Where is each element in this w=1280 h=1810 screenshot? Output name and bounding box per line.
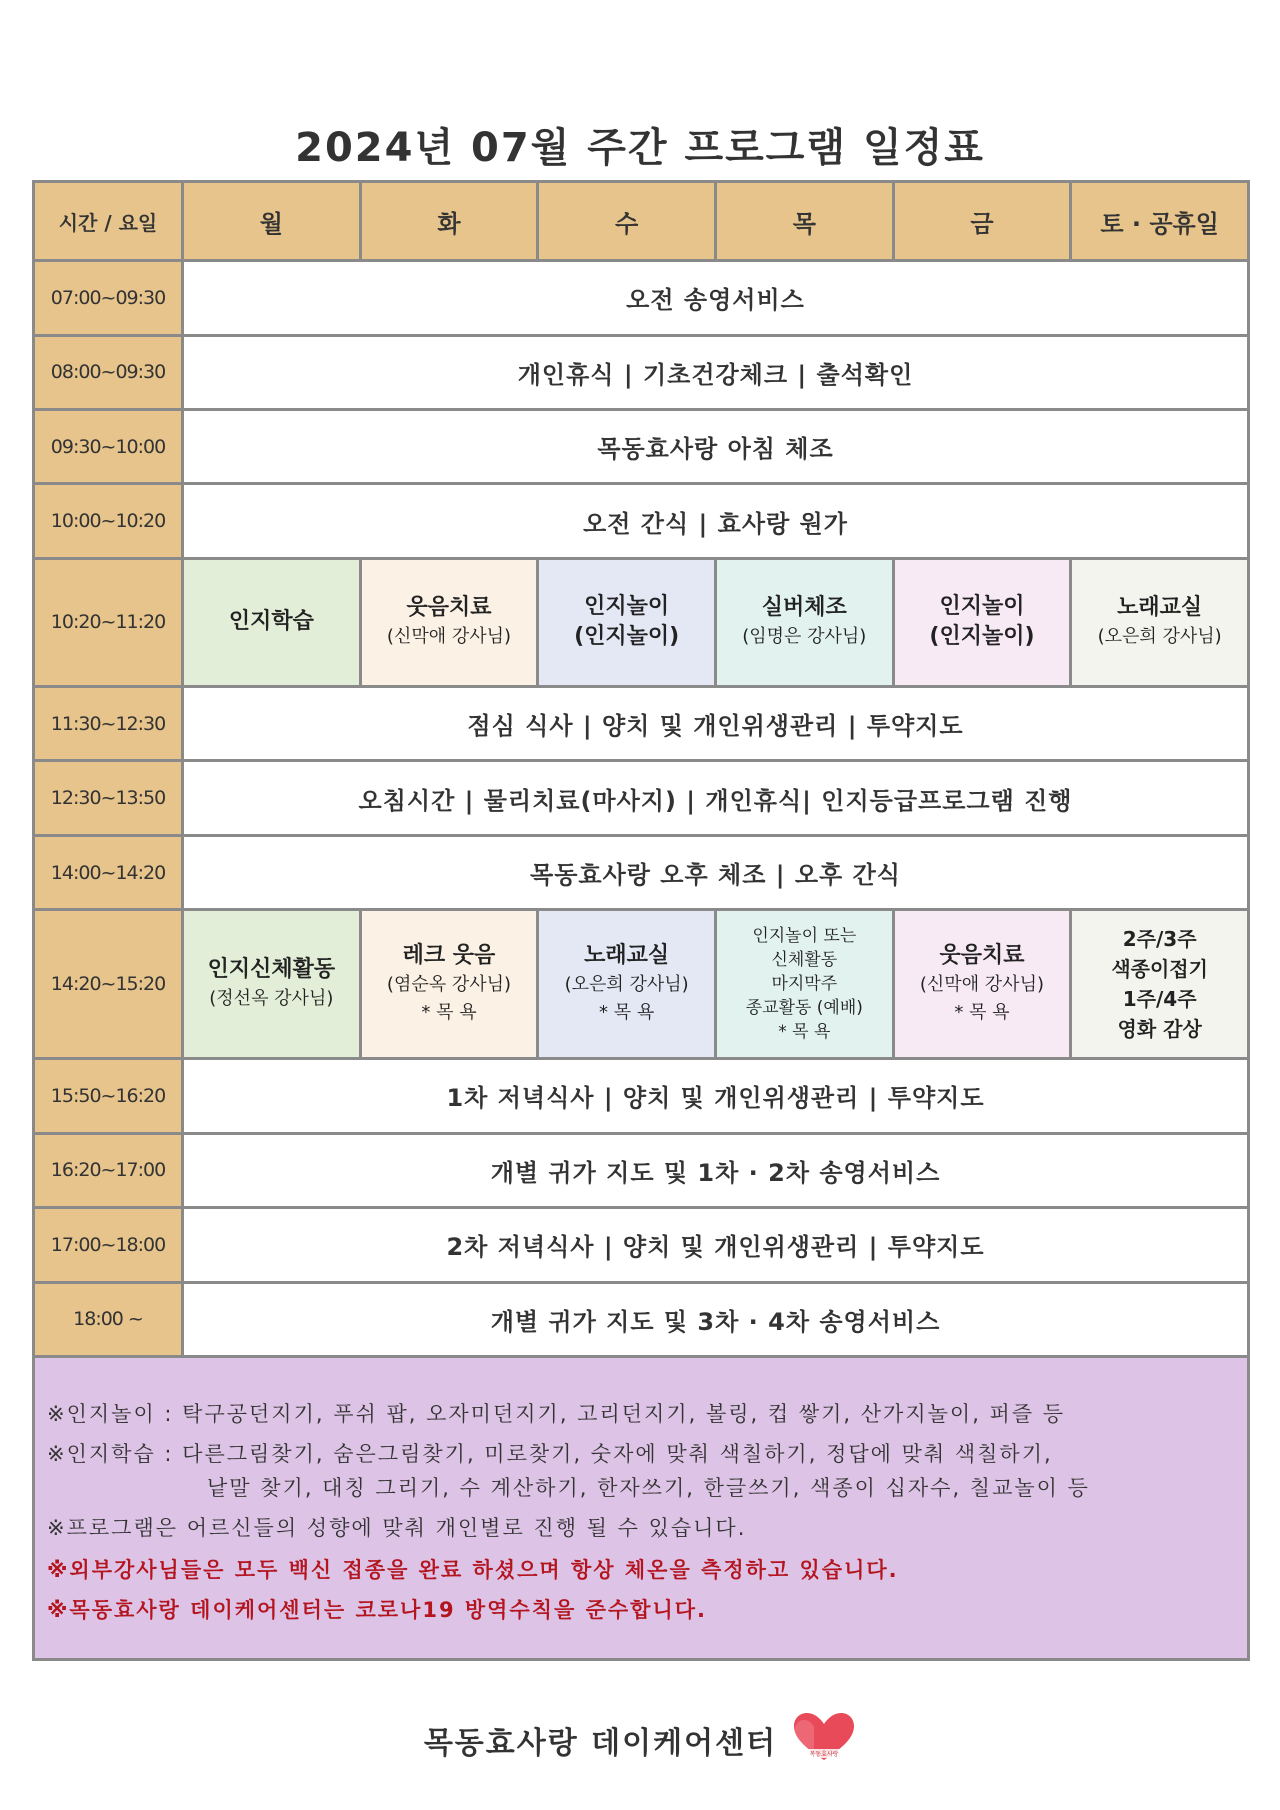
schedule-row	[34, 261, 1249, 335]
schedule-row	[34, 1208, 1249, 1282]
note-cognitive-play: ※인지놀이 : 탁구공던지기, 푸쉬 팝, 오자미던지기, 고리던지기, 볼링, 컵 쌓기, 산가지놀이, 퍼즐 등	[47, 1402, 1066, 1426]
activity-title: 인지학습	[228, 609, 314, 635]
activity-cell: 개별 귀가 지도 및 3차 · 4차 송영서비스	[183, 1282, 1249, 1357]
activity-instructor: (신막애 강사님)	[919, 974, 1044, 996]
note-covid: ※목동효사랑 데이케어센터는 코로나19 방역수칙을 준수합니다.	[47, 1598, 708, 1622]
activity-line: 색종이접기	[1111, 957, 1208, 982]
schedule-row	[34, 1282, 1249, 1357]
day-header-tue: 화	[360, 182, 538, 261]
day-activity-cell	[1071, 910, 1249, 1059]
activity-cell: 개별 귀가 지도 및 1차 · 2차 송영서비스	[183, 1133, 1249, 1207]
note-cognitive-study-cont: 낱말 찾기, 대칭 그리기, 수 계산하기, 한자쓰기, 한글쓰기, 색종이 십자수, 칠교놀이 등	[207, 1476, 1090, 1500]
activity-title: 인지신체활동	[207, 957, 336, 983]
bath-note: * 목 욕	[954, 1002, 1010, 1024]
time-cell: 08:00~09:30	[34, 335, 183, 409]
time-cell: 16:20~17:00	[34, 1133, 183, 1207]
schedule-row	[34, 484, 1249, 558]
day-header-fri: 금	[893, 182, 1071, 261]
page-title: 2024년 07월 주간 프로그램 일정표	[295, 125, 985, 171]
activity-instructor: (정선옥 강사님)	[209, 988, 334, 1010]
activity-title: 웃음치료	[939, 943, 1025, 969]
day-activity-cell	[538, 910, 716, 1059]
day-header-thu: 목	[715, 182, 893, 261]
bath-note: * 목 욕	[421, 1002, 477, 1024]
activity-cell: 점심 식사 | 양치 및 개인위생관리 | 투약지도	[183, 686, 1249, 760]
day-activity-cell	[893, 558, 1071, 686]
activity-instructor: (임명은 강사님)	[742, 626, 867, 648]
activity-instructor: (인지놀이)	[929, 624, 1035, 650]
activity-title: 레크 웃음	[402, 943, 496, 969]
note-program: ※프로그램은 어르신들의 성향에 맞춰 개인별로 진행 될 수 있습니다.	[47, 1516, 747, 1540]
logo-text: 목동효사랑	[809, 1751, 839, 1758]
time-cell: 10:00~10:20	[34, 484, 183, 558]
activity-instructor: (염순옥 강사님)	[386, 974, 512, 996]
activity-cell: 목동효사랑 오후 체조 | 오후 간식	[183, 835, 1249, 909]
activity-line: 신체활동	[771, 950, 838, 971]
note-vaccine: ※외부강사님들은 모두 백신 접종을 완료 하셨으며 항상 체온을 측정하고 있습니다.	[47, 1558, 899, 1582]
time-cell: 18:00 ~	[34, 1282, 183, 1357]
schedule-table	[32, 180, 1250, 1358]
activity-line: 종교활동 (예배)	[745, 998, 863, 1019]
day-header-wed: 수	[538, 182, 716, 261]
activity-title: 노래교실	[584, 943, 670, 969]
activity-line: 1주/4주	[1122, 987, 1197, 1012]
schedule-row-daily	[34, 558, 1249, 686]
center-name: 목동효사랑 데이케어센터	[423, 1726, 778, 1761]
activity-cell: 개인휴식 | 기초건강체크 | 출석확인	[183, 335, 1249, 409]
activity-line: 인지놀이 또는	[752, 926, 857, 947]
bath-note: * 목 욕	[599, 1002, 655, 1024]
schedule-row	[34, 686, 1249, 760]
activity-instructor: (인지놀이)	[574, 624, 680, 650]
bath-note: * 목 욕	[778, 1022, 831, 1043]
day-activity-cell	[183, 910, 361, 1059]
activity-title: 웃음치료	[406, 595, 492, 621]
schedule-row	[34, 835, 1249, 909]
time-cell: 11:30~12:30	[34, 686, 183, 760]
activity-title: 노래교실	[1117, 595, 1203, 621]
day-header-sat: 토 · 공휴일	[1071, 182, 1249, 261]
notes-box	[32, 1358, 1250, 1661]
schedule-row	[34, 1059, 1249, 1133]
activity-line: 영화 감상	[1117, 1017, 1202, 1042]
day-activity-cell	[360, 558, 538, 686]
time-cell: 10:20~11:20	[34, 558, 183, 686]
activity-cell: 오전 송영서비스	[183, 261, 1249, 335]
time-cell: 12:30~13:50	[34, 761, 183, 835]
time-cell: 17:00~18:00	[34, 1208, 183, 1282]
activity-instructor: (오은희 강사님)	[1097, 626, 1222, 648]
time-cell: 14:20~15:20	[34, 910, 183, 1059]
activity-title: 인지놀이	[584, 594, 670, 620]
time-cell: 07:00~09:30	[34, 261, 183, 335]
schedule-row-daily	[34, 910, 1249, 1059]
day-activity-cell	[1071, 558, 1249, 686]
note-cognitive-study: ※인지학습 : 다른그림찾기, 숨은그림찾기, 미로찾기, 숫자에 맞춰 색칠하기, 정답에 맞춰 색칠하기,	[47, 1442, 1053, 1466]
schedule-row	[34, 410, 1249, 484]
time-cell: 14:00~14:20	[34, 835, 183, 909]
time-cell: 15:50~16:20	[34, 1059, 183, 1133]
activity-cell: 2차 저녁식사 | 양치 및 개인위생관리 | 투약지도	[183, 1208, 1249, 1282]
activity-title: 인지놀이	[939, 594, 1025, 620]
day-header-mon: 월	[183, 182, 361, 261]
heart-logo-icon	[792, 1712, 856, 1768]
activity-instructor: (오은희 강사님)	[564, 974, 689, 996]
activity-cell: 1차 저녁식사 | 양치 및 개인위생관리 | 투약지도	[183, 1059, 1249, 1133]
day-activity-cell	[360, 910, 538, 1059]
day-activity-cell	[715, 910, 893, 1059]
schedule-row	[34, 1133, 1249, 1207]
activity-cell: 오침시간 | 물리치료(마사지) | 개인휴식| 인지등급프로그램 진행	[183, 761, 1249, 835]
activity-cell: 목동효사랑 아침 체조	[183, 410, 1249, 484]
time-day-header: 시간 / 요일	[34, 182, 183, 261]
day-activity-cell	[183, 558, 361, 686]
day-activity-cell	[715, 558, 893, 686]
activity-line: 2주/3주	[1122, 927, 1197, 952]
activity-title: 실버체조	[761, 595, 847, 621]
day-activity-cell	[893, 910, 1071, 1059]
schedule-row	[34, 761, 1249, 835]
activity-instructor: (신막애 강사님)	[386, 626, 512, 648]
header-row	[34, 182, 1249, 261]
day-activity-cell	[538, 558, 716, 686]
activity-cell: 오전 간식 | 효사랑 원가	[183, 484, 1249, 558]
schedule-row	[34, 335, 1249, 409]
footer	[0, 1712, 1280, 1768]
time-cell: 09:30~10:00	[34, 410, 183, 484]
activity-line: 마지막주	[771, 974, 838, 995]
